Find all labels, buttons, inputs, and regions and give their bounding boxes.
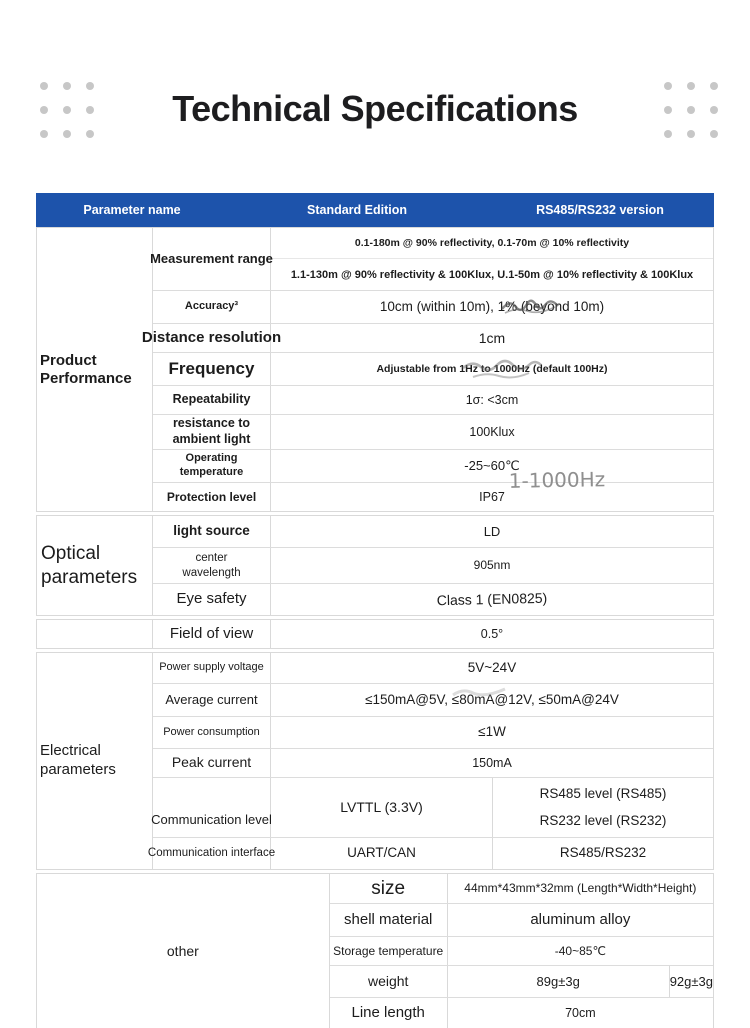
group-cell-electrical-parameters [37,653,153,869]
group-cell-other [37,874,330,1028]
cell-value: IP67 [479,489,505,504]
cell-label: light source [153,516,271,547]
cell-value-line1: 0.1-180m @ 90% reflectivity, 0.1-70m @ 10% reflectivity [271,228,713,259]
row-light-source [153,516,713,547]
cell-value: 1σ: <3cm [465,392,519,407]
cell-value-standard: 89g±3g [448,966,670,997]
cell-label: Line length [330,998,448,1028]
row-size [330,874,713,903]
dot-icon [664,106,672,114]
spec-table [36,193,714,1028]
row-eye-safety [153,583,713,615]
dot-icon [86,130,94,138]
dot-icon [63,130,71,138]
row-protection-level [153,482,713,511]
row-center-wavelength [153,547,713,583]
row-power-consumption [153,716,713,748]
group-label: other [166,943,199,959]
cell-label: Frequency [153,353,271,385]
group-label: Product Performance [40,351,132,387]
cell-label: Distance resolution [153,324,271,352]
cell-label: Average current [153,684,271,716]
row-weight [330,965,713,997]
cell-value: ≤150mA@5V, ≤80mA@12V, ≤50mA@24V [271,684,713,716]
cell-value-standard: LVTTL (3.3V) [271,778,493,837]
group-label: Optical parameters [41,542,138,588]
dot-icon [664,130,672,138]
row-storage-temperature [330,936,713,965]
cell-value: 44mm*43mm*32mm (Length*Width*Height) [464,881,697,896]
page-title: Technical Specifications [172,88,578,129]
header-standard-edition: Standard Edition [307,203,407,217]
cell-value: Class 1 (EN0825) [436,589,548,609]
section-optical-parameters [36,515,714,616]
dot-icon [687,106,695,114]
dot-icon [687,82,695,90]
cell-label: Power consumption [153,717,271,748]
cell-label: shell material [330,904,448,936]
cell-label: Communication level [153,778,271,837]
row-average-current [153,683,713,716]
cell-label: weight [330,966,448,997]
dot-icon [710,130,718,138]
dot-icon [40,130,48,138]
cell-label: Protection level [153,483,271,511]
cell-value: 1cm [478,329,506,346]
cell-value-rs: 92g±3g [669,973,713,989]
row-accuracy [153,290,713,323]
cell-value: -40~85℃ [554,943,606,958]
row-repeatability [153,385,713,414]
cell-label: Peak current [153,749,271,777]
cell-label: resistance to ambient light [153,415,271,449]
cell-label: center wavelength [153,548,271,583]
cell-value-standard: UART/CAN [271,838,493,869]
row-field-of-view [153,620,713,648]
cell-label: Repeatability [153,386,271,414]
row-communication-level [153,777,713,837]
cell-value-rs: RS485/RS232 [559,845,647,861]
cell-value: 70cm [565,1005,596,1020]
dots-decoration-right [664,82,718,138]
cell-value: aluminum alloy [530,911,631,928]
cell-label: Measurement range [153,228,271,290]
cell-value: ≤1W [478,724,506,740]
cell-label: Communication interface [153,838,271,869]
cell-value-line2: 1.1-130m @ 90% reflectivity & 100Klux, U.1-50m @ 10% reflectivity & 100Klux [290,268,694,281]
row-distance-resolution [141,323,713,352]
cell-value: 100Klux [469,424,515,439]
group-cell-optical-parameters [37,516,153,615]
group-cell-empty [37,620,153,648]
row-line-length [330,997,713,1028]
table-header-row [36,193,714,227]
row-power-supply-voltage [153,653,713,683]
section-other [36,873,714,1028]
cell-value: 905nm [473,558,511,573]
cell-value: Adjustable from 1Hz to 1000Hz (default 100Hz) [271,353,713,385]
row-ambient-light [153,414,713,449]
header-parameter-name: Parameter name [83,203,181,217]
row-frequency [153,352,713,385]
section-electrical-parameters [36,652,714,870]
group-cell-product-performance [37,228,153,511]
dot-icon [687,130,695,138]
section-product-performance [36,227,714,512]
cell-label: Storage temperature [330,937,448,965]
cell-label: Operating temperature [153,450,271,482]
cell-label: Accuracy³ [153,291,271,323]
cell-label: size [330,874,448,903]
row-shell-material [330,903,713,936]
section-field-of-view [36,619,714,649]
cell-value-rs [493,778,713,837]
cell-value: 5V~24V [467,659,517,675]
row-measurement-range [150,228,713,290]
rs232-level-line: RS232 level (RS232) [539,813,667,828]
row-communication-interface [147,837,713,869]
cell-value: 150mA [472,755,512,770]
ghost-text-frequency-range: 1-1000Hz [508,467,606,493]
row-operating-temperature [153,449,713,482]
cell-value: 10cm (within 10m), 1% (beyond 10m) [271,291,713,323]
header-rs-version: RS485/RS232 version [536,203,664,217]
cell-value: LD [483,523,501,539]
dot-icon [664,82,672,90]
cell-label: Eye safety [153,584,271,615]
cell-label: Power supply voltage [153,653,271,683]
rs485-level-line: RS485 level (RS485) [539,785,667,801]
cell-value: -25~60℃ [464,458,520,474]
cell-value: 0.5° [480,626,504,641]
dot-icon [710,106,718,114]
row-peak-current [153,748,713,777]
dot-icon [710,82,718,90]
group-label: Electrical parameters [40,742,116,778]
cell-label: Field of view [153,620,271,648]
title-block [0,80,750,150]
